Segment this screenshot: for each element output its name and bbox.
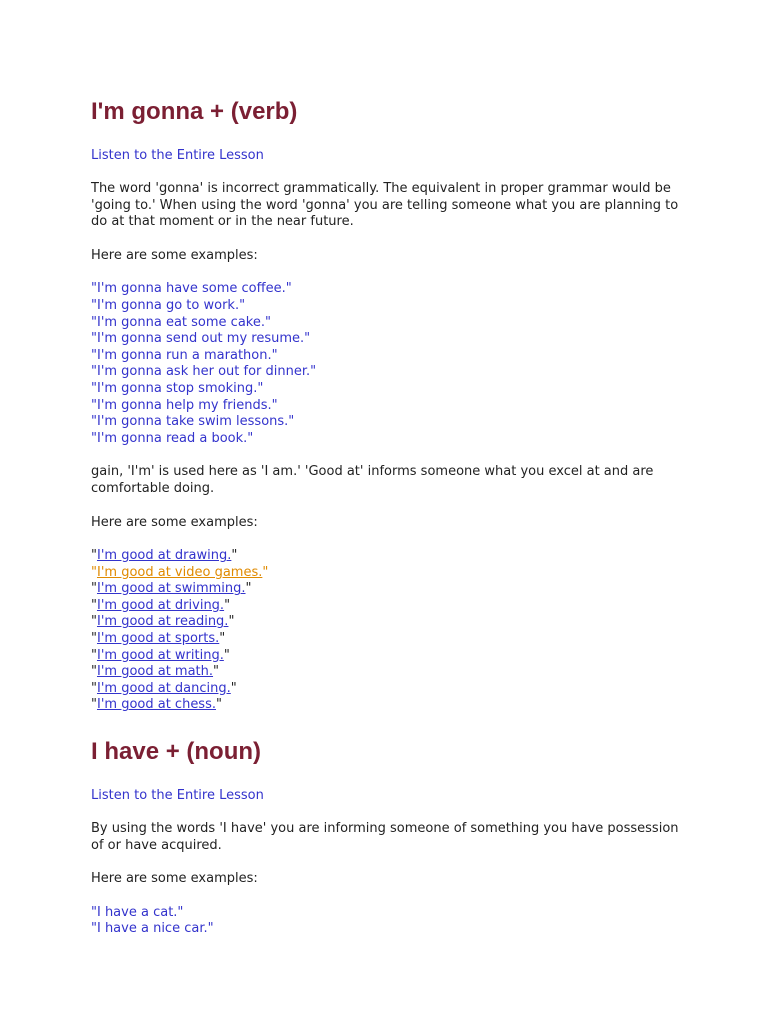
good-at-example-link[interactable]: I'm good at drawing. xyxy=(96,548,232,564)
good-at-example xyxy=(91,581,691,598)
document-page xyxy=(91,96,691,938)
close-quote: " xyxy=(216,697,222,713)
gonna-example: "I'm gonna read a book." xyxy=(91,430,254,446)
gonna-example: "I'm gonna stop smoking." xyxy=(91,380,264,396)
good-at-example-link[interactable]: I'm good at sports. xyxy=(96,631,220,647)
good-at-example xyxy=(91,565,691,582)
close-quote: " xyxy=(219,631,226,647)
good-at-example xyxy=(91,664,691,681)
good-at-example-link[interactable]: I'm good at video games. xyxy=(96,564,263,580)
section-title-have: I have + (noun) xyxy=(91,738,262,766)
have-description: By using the words 'I have' you are informing someone of something you have possession of or have acquired. xyxy=(91,821,679,853)
gonna-description: The word 'gonna' is incorrect grammatically. The equivalent in proper grammar would be 'going to.' When using the word 'gonna' you are telling someone what you are planning to do at that moment or in the near future. xyxy=(91,181,679,230)
have-example: "I have a nice car." xyxy=(91,921,214,937)
gonna-example: "I'm gonna take swim lessons." xyxy=(91,414,295,430)
close-quote: " xyxy=(231,548,238,564)
section-have xyxy=(91,736,691,938)
close-quote: " xyxy=(224,597,231,613)
open-quote: " xyxy=(91,581,97,597)
open-quote: " xyxy=(91,664,97,680)
section-title-gonna: I'm gonna + (verb) xyxy=(91,98,298,125)
open-quote: " xyxy=(91,647,97,663)
good-at-example xyxy=(91,697,691,714)
listen-lesson-link-gonna[interactable]: Listen to the Entire Lesson xyxy=(91,148,264,163)
close-quote: " xyxy=(230,680,237,696)
gonna-example: "I'm gonna ask her out for dinner." xyxy=(91,364,317,380)
gonna-example: "I'm gonna run a marathon." xyxy=(91,347,278,363)
good-at-example-link[interactable]: I'm good at reading. xyxy=(96,614,229,630)
good-at-example xyxy=(91,614,691,631)
good-at-example xyxy=(91,681,691,698)
have-example: "I have a cat." xyxy=(91,904,184,920)
gonna-example: "I'm gonna have some coffee." xyxy=(91,281,292,297)
good-at-examples-intro: Here are some examples: xyxy=(91,514,258,530)
good-at-examples-list xyxy=(91,548,691,714)
have-examples-intro: Here are some examples: xyxy=(91,871,258,887)
close-quote: " xyxy=(223,647,230,663)
gonna-examples-intro: Here are some examples: xyxy=(91,247,258,263)
good-at-example xyxy=(91,648,691,665)
open-quote: " xyxy=(91,680,97,696)
gonna-example: "I'm gonna help my friends." xyxy=(91,397,278,413)
open-quote: " xyxy=(91,564,97,580)
open-quote: " xyxy=(91,614,97,630)
good-at-example xyxy=(91,631,691,648)
close-quote: " xyxy=(245,581,252,597)
close-quote: " xyxy=(213,664,220,680)
have-examples-list xyxy=(91,905,691,938)
close-quote: " xyxy=(262,564,269,580)
good-at-example-link[interactable]: I'm good at dancing. xyxy=(96,680,231,696)
gonna-example: "I'm gonna go to work." xyxy=(91,297,246,313)
open-quote: " xyxy=(91,697,97,713)
good-at-example-link[interactable]: I'm good at math. xyxy=(96,664,214,680)
gonna-example: "I'm gonna eat some cake." xyxy=(91,314,271,330)
good-at-example-link[interactable]: I'm good at swimming. xyxy=(96,581,246,597)
gonna-example: "I'm gonna send out my resume." xyxy=(91,331,311,347)
open-quote: " xyxy=(91,597,97,613)
close-quote: " xyxy=(228,614,235,630)
gonna-examples-list xyxy=(91,281,691,447)
good-at-example xyxy=(91,598,691,615)
good-at-example-link[interactable]: I'm good at chess. xyxy=(96,697,216,713)
listen-lesson-link-have[interactable]: Listen to the Entire Lesson xyxy=(91,788,264,804)
good-at-description: gain, 'I'm' is used here as 'I am.' 'Good at' informs someone what you excel at and are comfortable doing. xyxy=(91,464,654,496)
good-at-example xyxy=(91,548,691,565)
open-quote: " xyxy=(91,631,97,647)
open-quote: " xyxy=(91,548,97,564)
good-at-example-link[interactable]: I'm good at writing. xyxy=(96,647,224,663)
good-at-example-link[interactable]: I'm good at driving. xyxy=(96,597,225,613)
